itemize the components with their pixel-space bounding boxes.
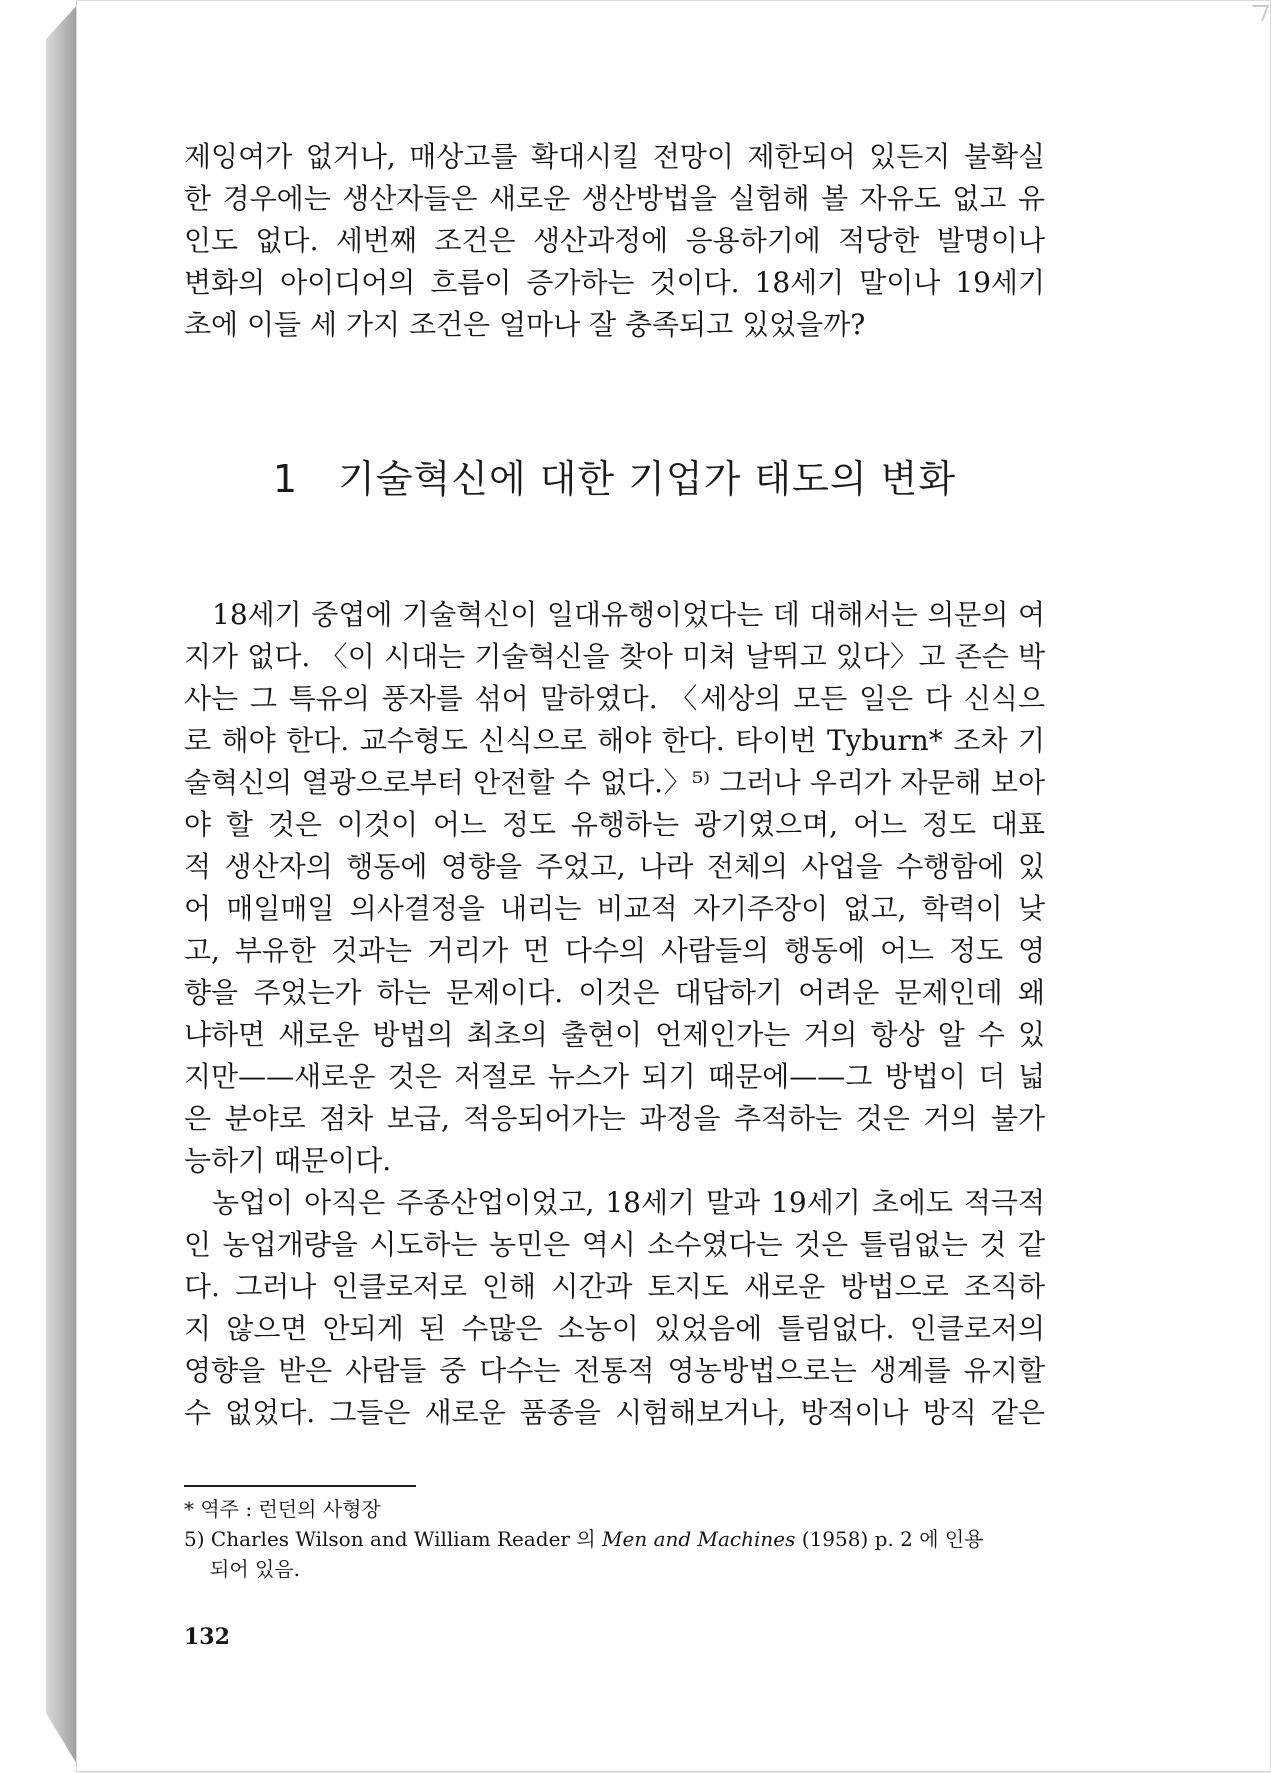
section-title: 기술혁신에 대한 기업가 태도의 변화 [338,457,957,501]
text-line: 한 경우에는 생산자들은 새로운 생산방법을 실험해 볼 자유도 없고 유 [184,182,1045,215]
footnote-5 [184,1524,1045,1554]
text-line: 18세기 중엽에 기술혁신이 일대유행이었다는 데 대해서는 의문의 여 [212,598,1045,631]
text-line: 변화의 아이디어의 흐름이 증가하는 것이다. 18세기 말이나 19세기 [184,266,1045,299]
section-heading [184,448,1045,503]
text-line: 능하기 때문이다. [184,1144,392,1177]
footnote-5-continuation: 되어 있음. [210,1557,300,1581]
text-line: 인 농업개량을 시도하는 농민은 역시 소수였다는 것은 틀림없는 것 같 [184,1228,1045,1261]
text-line: 로 해야 한다. 교수형도 신식으로 해야 한다. 타이번 Tyburn* 조차 기 [184,724,1045,757]
text-line: 지가 없다. 〈이 시대는 기술혁신을 찾아 미쳐 날뛰고 있다〉고 존슨 박 [184,640,1045,673]
text-line: 영향을 받은 사람들 중 다수는 전통적 영농방법으로는 생계를 유지할 [184,1354,1045,1387]
page-number: 132 [184,1624,230,1650]
text-line: 사는 그 특유의 풍자를 섞어 말하였다. 〈세상의 모든 일은 다 신식으 [184,682,1045,715]
text-line: 인도 없다. 세번째 조건은 생산과정에 응용하기에 적당한 발명이나 [184,224,1045,257]
text-line: 다. 그러나 인클로저로 인해 시간과 토지도 새로운 방법으로 조직하 [184,1270,1045,1303]
text-line: 고, 부유한 것과는 거리가 먼 다수의 사람들의 행동에 어느 정도 영 [184,934,1045,967]
text-line: 지만——새로운 것은 저절로 뉴스가 되기 때문에——그 방법이 더 넓 [184,1060,1045,1093]
footnote-rule [184,1485,416,1487]
text-line: 수 없었다. 그들은 새로운 품종을 시험해보거나, 방적이나 방직 같은 [184,1396,1045,1429]
text-line: 지 않으면 안되게 된 수많은 소농이 있었음에 틀림없다. 인클로저의 [184,1312,1045,1345]
text-line: 적 생산자의 행동에 영향을 주었고, 나라 전체의 사업을 수행함에 있 [184,850,1045,883]
text-line: 야 할 것은 이것이 어느 정도 유행하는 광기였으며, 어느 정도 대표 [184,808,1045,841]
body-text [184,594,1045,1434]
text-line: 어 매일매일 의사결정을 내리는 비교적 자기주장이 없고, 학력이 낮 [184,892,1045,925]
text-line: 초에 이들 세 가지 조건은 얼마나 잘 충족되고 있었을까? [184,308,866,341]
text-line: 향을 주었는가 하는 문제이다. 이것은 대답하기 어려운 문제인데 왜 [184,976,1045,1009]
footnote-5-book-title: Men and Machines [602,1527,796,1551]
text-line: 농업이 아직은 주종산업이었고, 18세기 말과 19세기 초에도 적극적 [212,1186,1045,1219]
text-line: 제잉여가 없거나, 매상고를 확대시킬 전망이 제한되어 있든지 불확실 [184,140,1045,173]
top-paragraph [184,136,1045,346]
text-line: 은 분야로 점차 보급, 적응되어가는 과정을 추적하는 것은 거의 불가 [184,1102,1045,1135]
book-page-edge [46,4,78,1766]
text-line: 냐하면 새로운 방법의 최초의 출현이 언제인가는 거의 항상 알 수 있 [184,1018,1045,1051]
text-line: 술혁신의 열광으로부터 안전할 수 없다.〉⁵⁾ 그러나 우리가 자문해 보아 [184,766,1045,799]
footnote-5-prefix: 5) Charles Wilson and William Reader 의 [184,1527,603,1551]
footnote-5-suffix: (1958) p. 2 에 인용 [795,1527,984,1551]
footnote-translator: * 역주 : 런던의 사형장 [184,1497,381,1521]
footnotes [184,1494,1045,1584]
section-number: 1 [272,457,299,501]
